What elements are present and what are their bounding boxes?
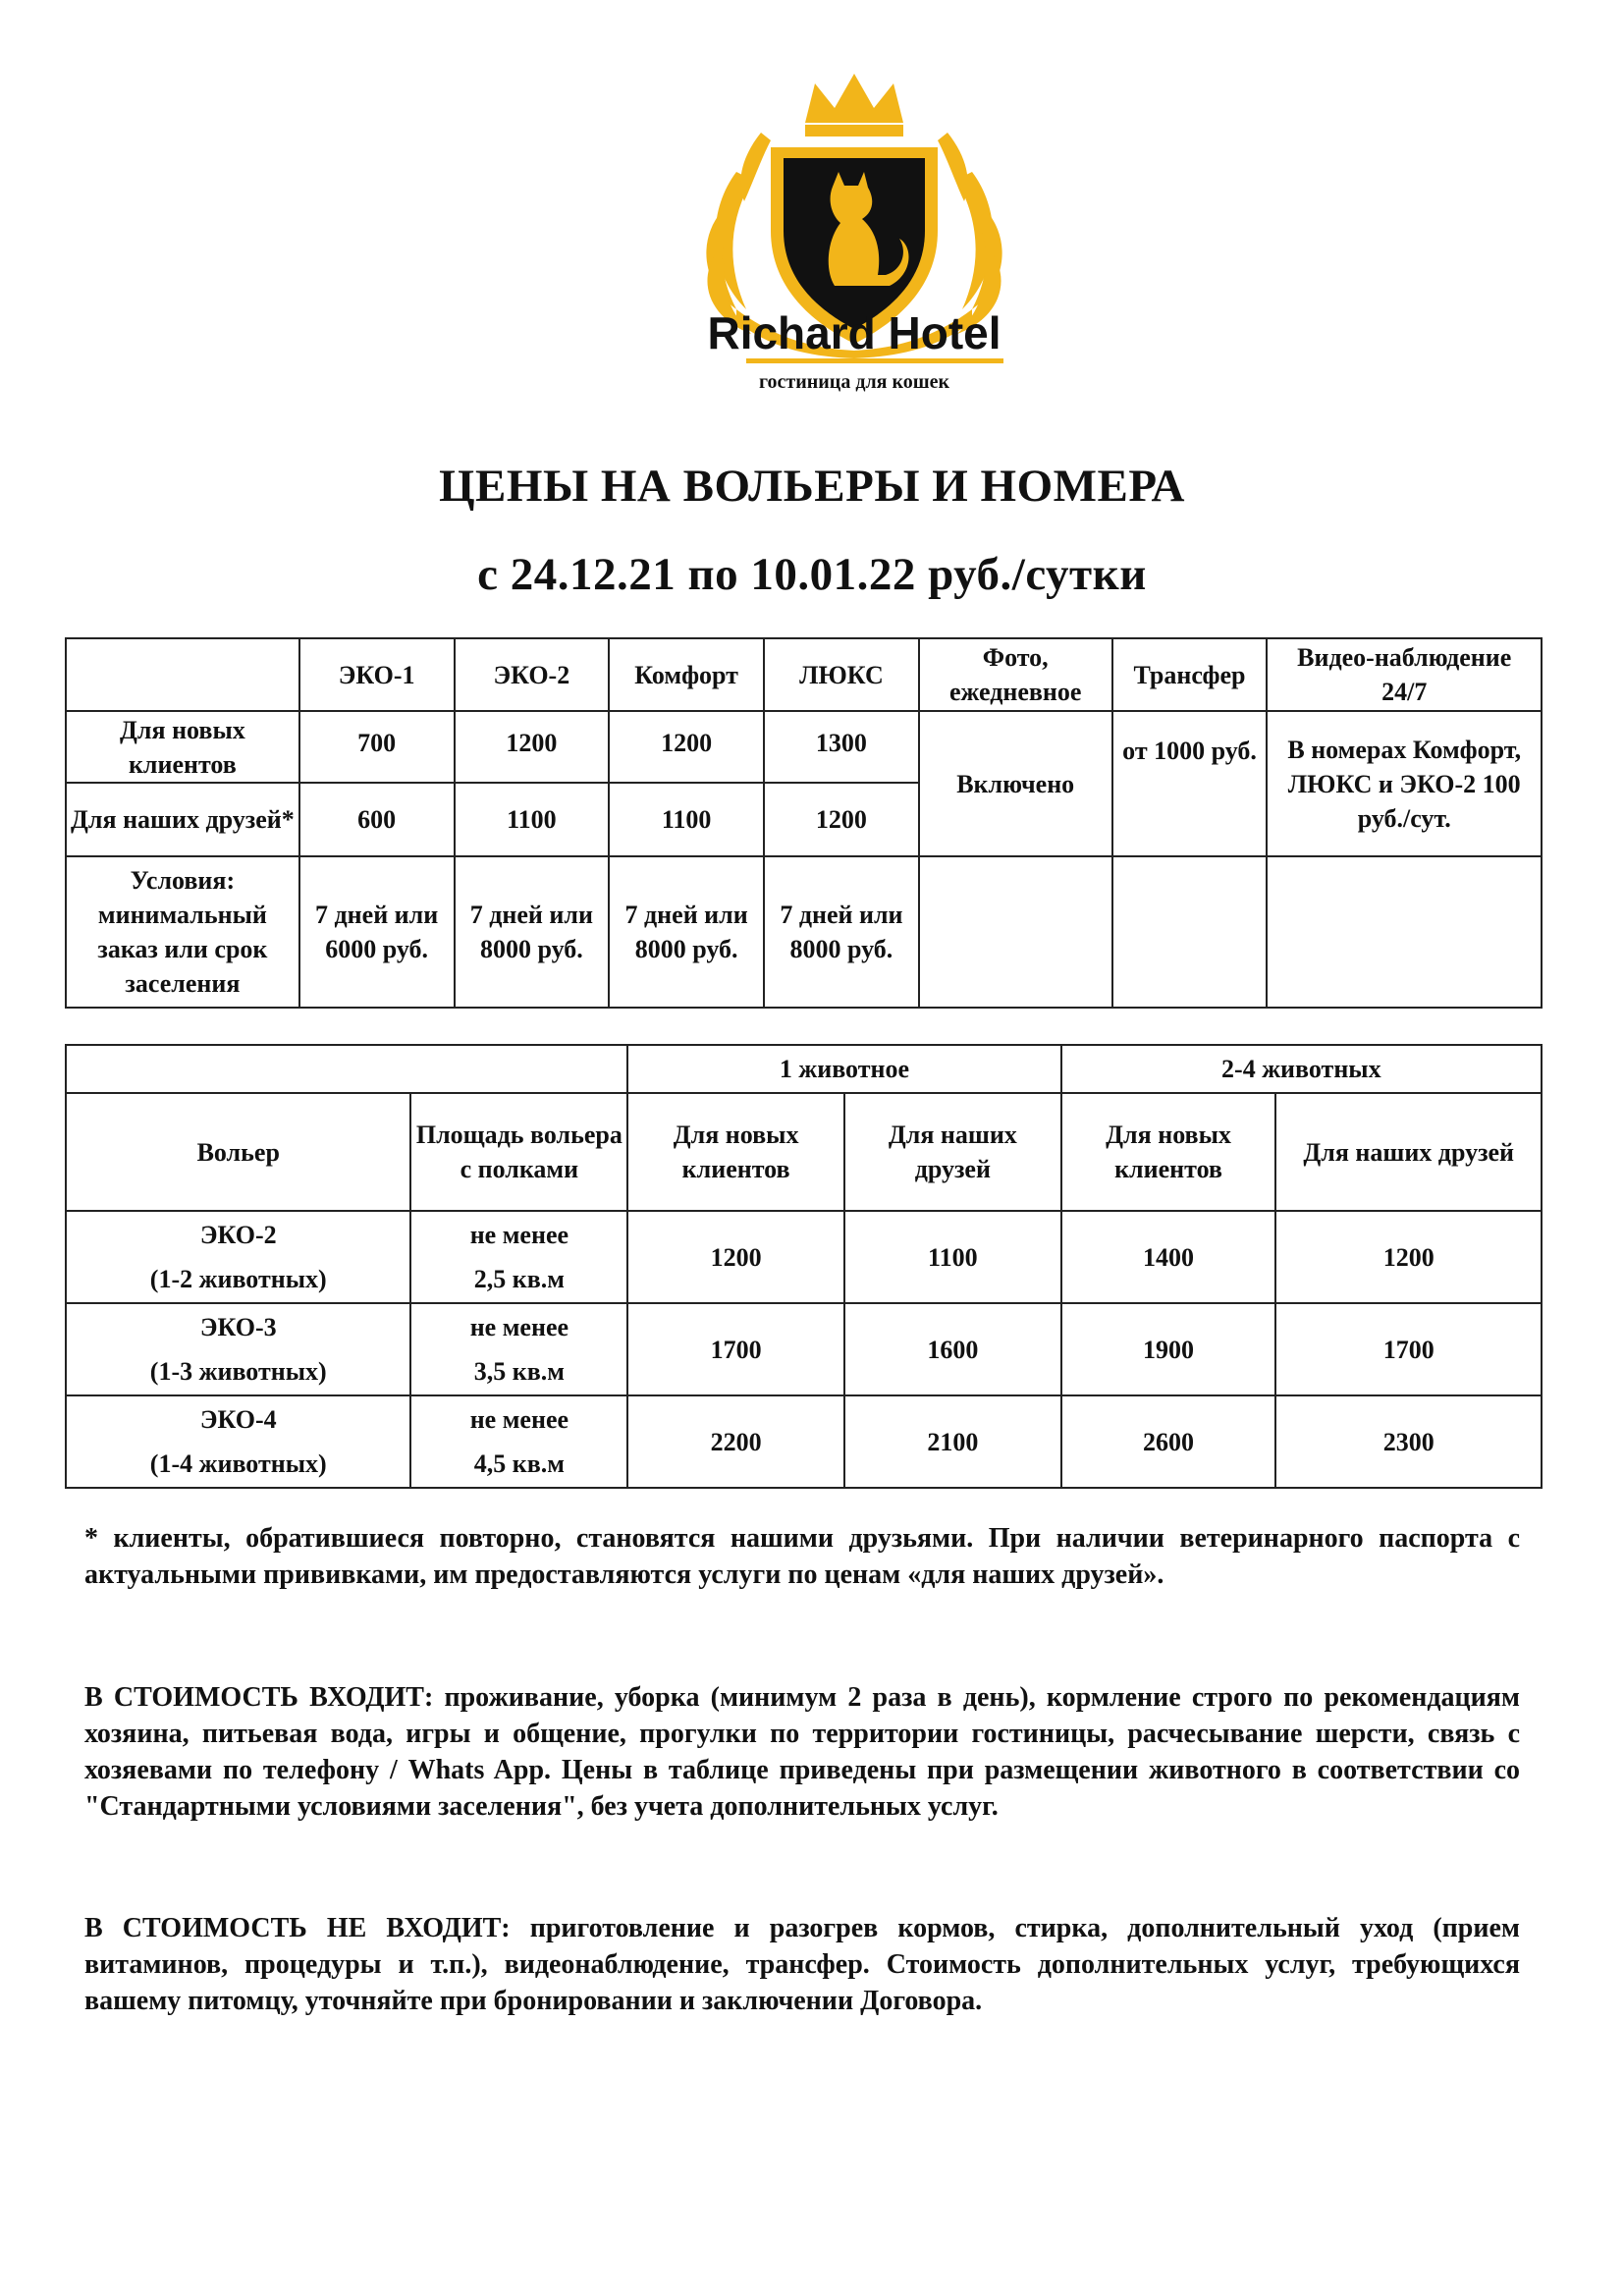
table-row: [66, 711, 1542, 783]
col-friends-2: Для наших друзей: [1275, 1093, 1542, 1211]
enclosure-name-cell: ЭКО-4 (1-4 животных): [66, 1395, 410, 1488]
friends-footnote: * клиенты, обратившиеся повторно, становятся нашими друзьями. При наличии ветеринарного паспорта с актуальными прививками, им предоставляются услуги по ценам «для наших друзей».: [84, 1523, 1520, 1590]
col-new-1: Для новых клиентов: [627, 1093, 844, 1211]
row-label-new: Для новых клиентов: [66, 711, 299, 783]
col-lux: ЛЮКС: [764, 638, 919, 711]
price-cell: 1200: [455, 711, 610, 783]
brand-underline: [746, 358, 968, 363]
price-cell: 1100: [844, 1211, 1061, 1303]
richard-hotel-logo: [668, 64, 1041, 427]
table-row: [66, 1395, 1542, 1488]
group-multi-animals: 2-4 животных: [1061, 1045, 1542, 1093]
col-eko2: ЭКО-2: [455, 638, 610, 711]
excluded-lead: В СТОИМОСТЬ НЕ ВХОДИТ:: [84, 1913, 511, 1943]
price-cell: 1200: [627, 1211, 844, 1303]
group-one-animal: 1 животное: [627, 1045, 1060, 1093]
row-label-friends: Для наших друзей*: [66, 783, 299, 856]
col-enclosure: Вольер: [66, 1093, 410, 1211]
price-cell: 1900: [1061, 1303, 1276, 1395]
area-cell: не менее 2,5 кв.м: [410, 1211, 627, 1303]
col-comfort: Комфорт: [609, 638, 764, 711]
condition-cell: 7 дней или 8000 руб.: [764, 856, 919, 1008]
excluded-text: приготовление и разогрев кормов, стирка, дополнительный уход (прием витаминов, процедуры и т.п.), видеонаблюдение, трансфер. Стоимость дополнительных услуг, требующихся вашему питомцу, уточняйте при бронировании и заключении Договора.: [84, 1913, 1520, 2016]
video-cell: В номерах Комфорт, ЛЮКС и ЭКО-2 100 руб./сут.: [1267, 711, 1542, 856]
table-row: [66, 1303, 1542, 1395]
price-cell: 1600: [844, 1303, 1061, 1395]
crown-icon: [805, 74, 903, 137]
enclosure-name-cell: ЭКО-3 (1-3 животных): [66, 1303, 410, 1395]
price-cell: 2600: [1061, 1395, 1276, 1488]
enclosure-price-table: [65, 1044, 1543, 1489]
empty-cell: [1267, 856, 1542, 1008]
col-area: Площадь вольера с полками: [410, 1093, 627, 1211]
brand-tagline: гостиница для кошек: [758, 371, 950, 393]
price-cell: 1200: [1275, 1211, 1542, 1303]
col-friends-1: Для наших друзей: [844, 1093, 1061, 1211]
empty-cell: [1112, 856, 1268, 1008]
included-services: [84, 1679, 1520, 1825]
excluded-services: [84, 1910, 1520, 2019]
col-transfer: Трансфер: [1112, 638, 1268, 711]
price-cell: 1200: [764, 783, 919, 856]
photo-cell: Включено: [919, 711, 1112, 856]
area-cell: не менее 4,5 кв.м: [410, 1395, 627, 1488]
col-video: Видео-наблюдение 24/7: [1267, 638, 1542, 711]
price-cell: 1100: [455, 783, 610, 856]
condition-cell: 7 дней или 8000 руб.: [455, 856, 610, 1008]
group-empty-cell: [66, 1045, 627, 1093]
price-cell: 1700: [627, 1303, 844, 1395]
header-empty-cell: [66, 638, 299, 711]
price-cell: 600: [299, 783, 455, 856]
price-cell: 700: [299, 711, 455, 783]
col-photo: Фото, ежедневное: [919, 638, 1112, 711]
included-lead: В СТОИМОСТЬ ВХОДИТ:: [84, 1682, 434, 1713]
col-eko1: ЭКО-1: [299, 638, 455, 711]
price-cell: 1700: [1275, 1303, 1542, 1395]
price-period: с 24.12.21 по 10.01.22 руб./сутки: [477, 549, 1147, 600]
brand-name: Richard Hotel: [707, 307, 1001, 358]
rooms-price-table: [65, 637, 1543, 1009]
col-new-2: Для новых клиентов: [1061, 1093, 1276, 1211]
price-cell: 1300: [764, 711, 919, 783]
condition-cell: 7 дней или 8000 руб.: [609, 856, 764, 1008]
page-title: ЦЕНЫ НА ВОЛЬЕРЫ И НОМЕРА: [438, 461, 1185, 512]
table-header-row: [66, 638, 1542, 711]
condition-cell: 7 дней или 6000 руб.: [299, 856, 455, 1008]
table-header-row: [66, 1093, 1542, 1211]
group-header-row: [66, 1045, 1542, 1093]
table-row: [66, 1211, 1542, 1303]
enclosure-name-cell: ЭКО-2 (1-2 животных): [66, 1211, 410, 1303]
price-cell: 1200: [609, 711, 764, 783]
price-cell: 1100: [609, 783, 764, 856]
price-cell: 1400: [1061, 1211, 1276, 1303]
price-cell: 2200: [627, 1395, 844, 1488]
included-text: проживание, уборка (минимум 2 раза в день), кормление строго по рекомендациям хозяина, питьевая вода, игры и общение, прогулки по территории гостиницы, расчесывание шерсти, связь с хозяевами по телефону / Whats App. Цены в таблице приведены при размещении животного в соответствии со "Стандартными условиями заселения", без учета дополнительных услуг.: [84, 1682, 1520, 1822]
price-cell: 2300: [1275, 1395, 1542, 1488]
row-label-conditions: Условия: минимальный заказ или срок заселения: [66, 856, 299, 1008]
transfer-cell: от 1000 руб.: [1112, 711, 1268, 856]
empty-cell: [919, 856, 1112, 1008]
table-row: [66, 856, 1542, 1008]
price-cell: 2100: [844, 1395, 1061, 1488]
area-cell: не менее 3,5 кв.м: [410, 1303, 627, 1395]
